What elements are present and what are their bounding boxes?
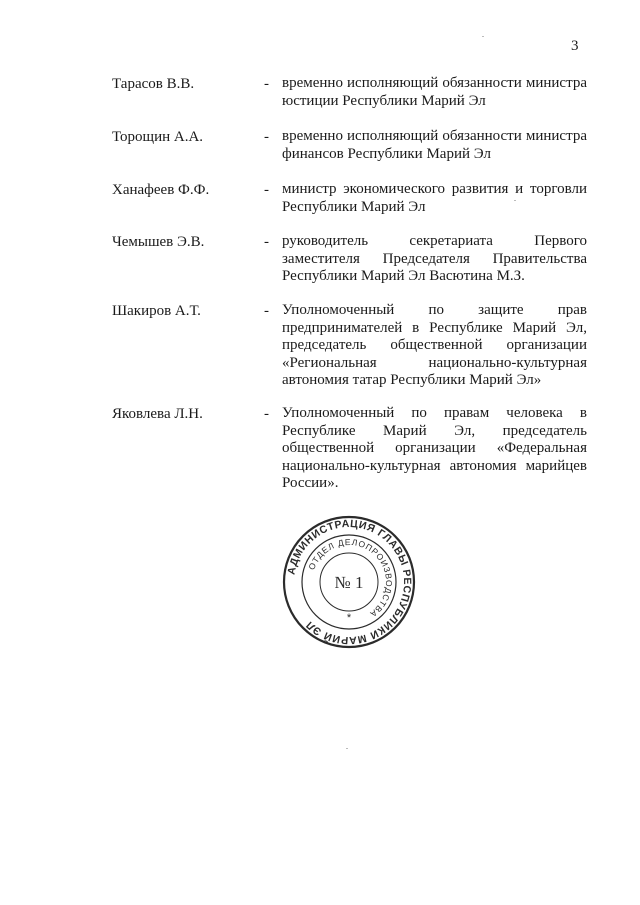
official-seal bbox=[282, 515, 416, 649]
position-description: Уполномоченный по защите прав предпринимателей в Республике Марий Эл, председатель общественной организации «Региональная национально-культурная автономия татар Республики Марий Эл» bbox=[282, 302, 587, 388]
dash-separator: - bbox=[264, 234, 269, 250]
dash-separator: - bbox=[264, 182, 269, 198]
person-name: Тарасов В.В. bbox=[112, 76, 195, 92]
scan-speck bbox=[514, 200, 516, 201]
person-name: Торощин А.А. bbox=[112, 129, 204, 145]
seal-inner-text: ОТДЕЛ ДЕЛОПРОИЗВОДСТВА bbox=[306, 536, 395, 620]
position-description: руководитель секретариата Первого заместителя Председателя Правительства Республики Марий Эл Васютина М.З. bbox=[282, 233, 587, 284]
person-name: Шакиров А.Т. bbox=[112, 303, 201, 319]
person-name: Ханафеев Ф.Ф. bbox=[112, 182, 210, 198]
seal-star: * bbox=[346, 612, 352, 624]
scan-speck bbox=[482, 36, 484, 37]
scan-speck bbox=[346, 748, 348, 749]
person-name: Яковлева Л.Н. bbox=[112, 406, 203, 422]
seal-number: № 1 bbox=[334, 573, 364, 592]
person-name: Чемышев Э.В. bbox=[112, 234, 205, 250]
seal-outer-text: АДМИНИСТРАЦИЯ ГЛАВЫ РЕСПУБЛИКИ МАРИЙ ЭЛ bbox=[285, 517, 414, 647]
position-description: Уполномоченный по правам человека в Республике Марий Эл, председатель общественной организации «Федеральная национально-культурная автономия марийцев России». bbox=[282, 405, 587, 491]
position-description: временно исполняющий обязанности министра финансов Республики Марий Эл bbox=[282, 128, 587, 162]
dash-separator: - bbox=[264, 303, 269, 319]
position-description: министр экономического развития и торговли Республики Марий Эл bbox=[282, 181, 587, 215]
dash-separator: - bbox=[264, 129, 269, 145]
page-number: 3 bbox=[571, 38, 579, 54]
position-description: временно исполняющий обязанности министра юстиции Республики Марий Эл bbox=[282, 75, 587, 109]
dash-separator: - bbox=[264, 76, 269, 92]
dash-separator: - bbox=[264, 406, 269, 422]
